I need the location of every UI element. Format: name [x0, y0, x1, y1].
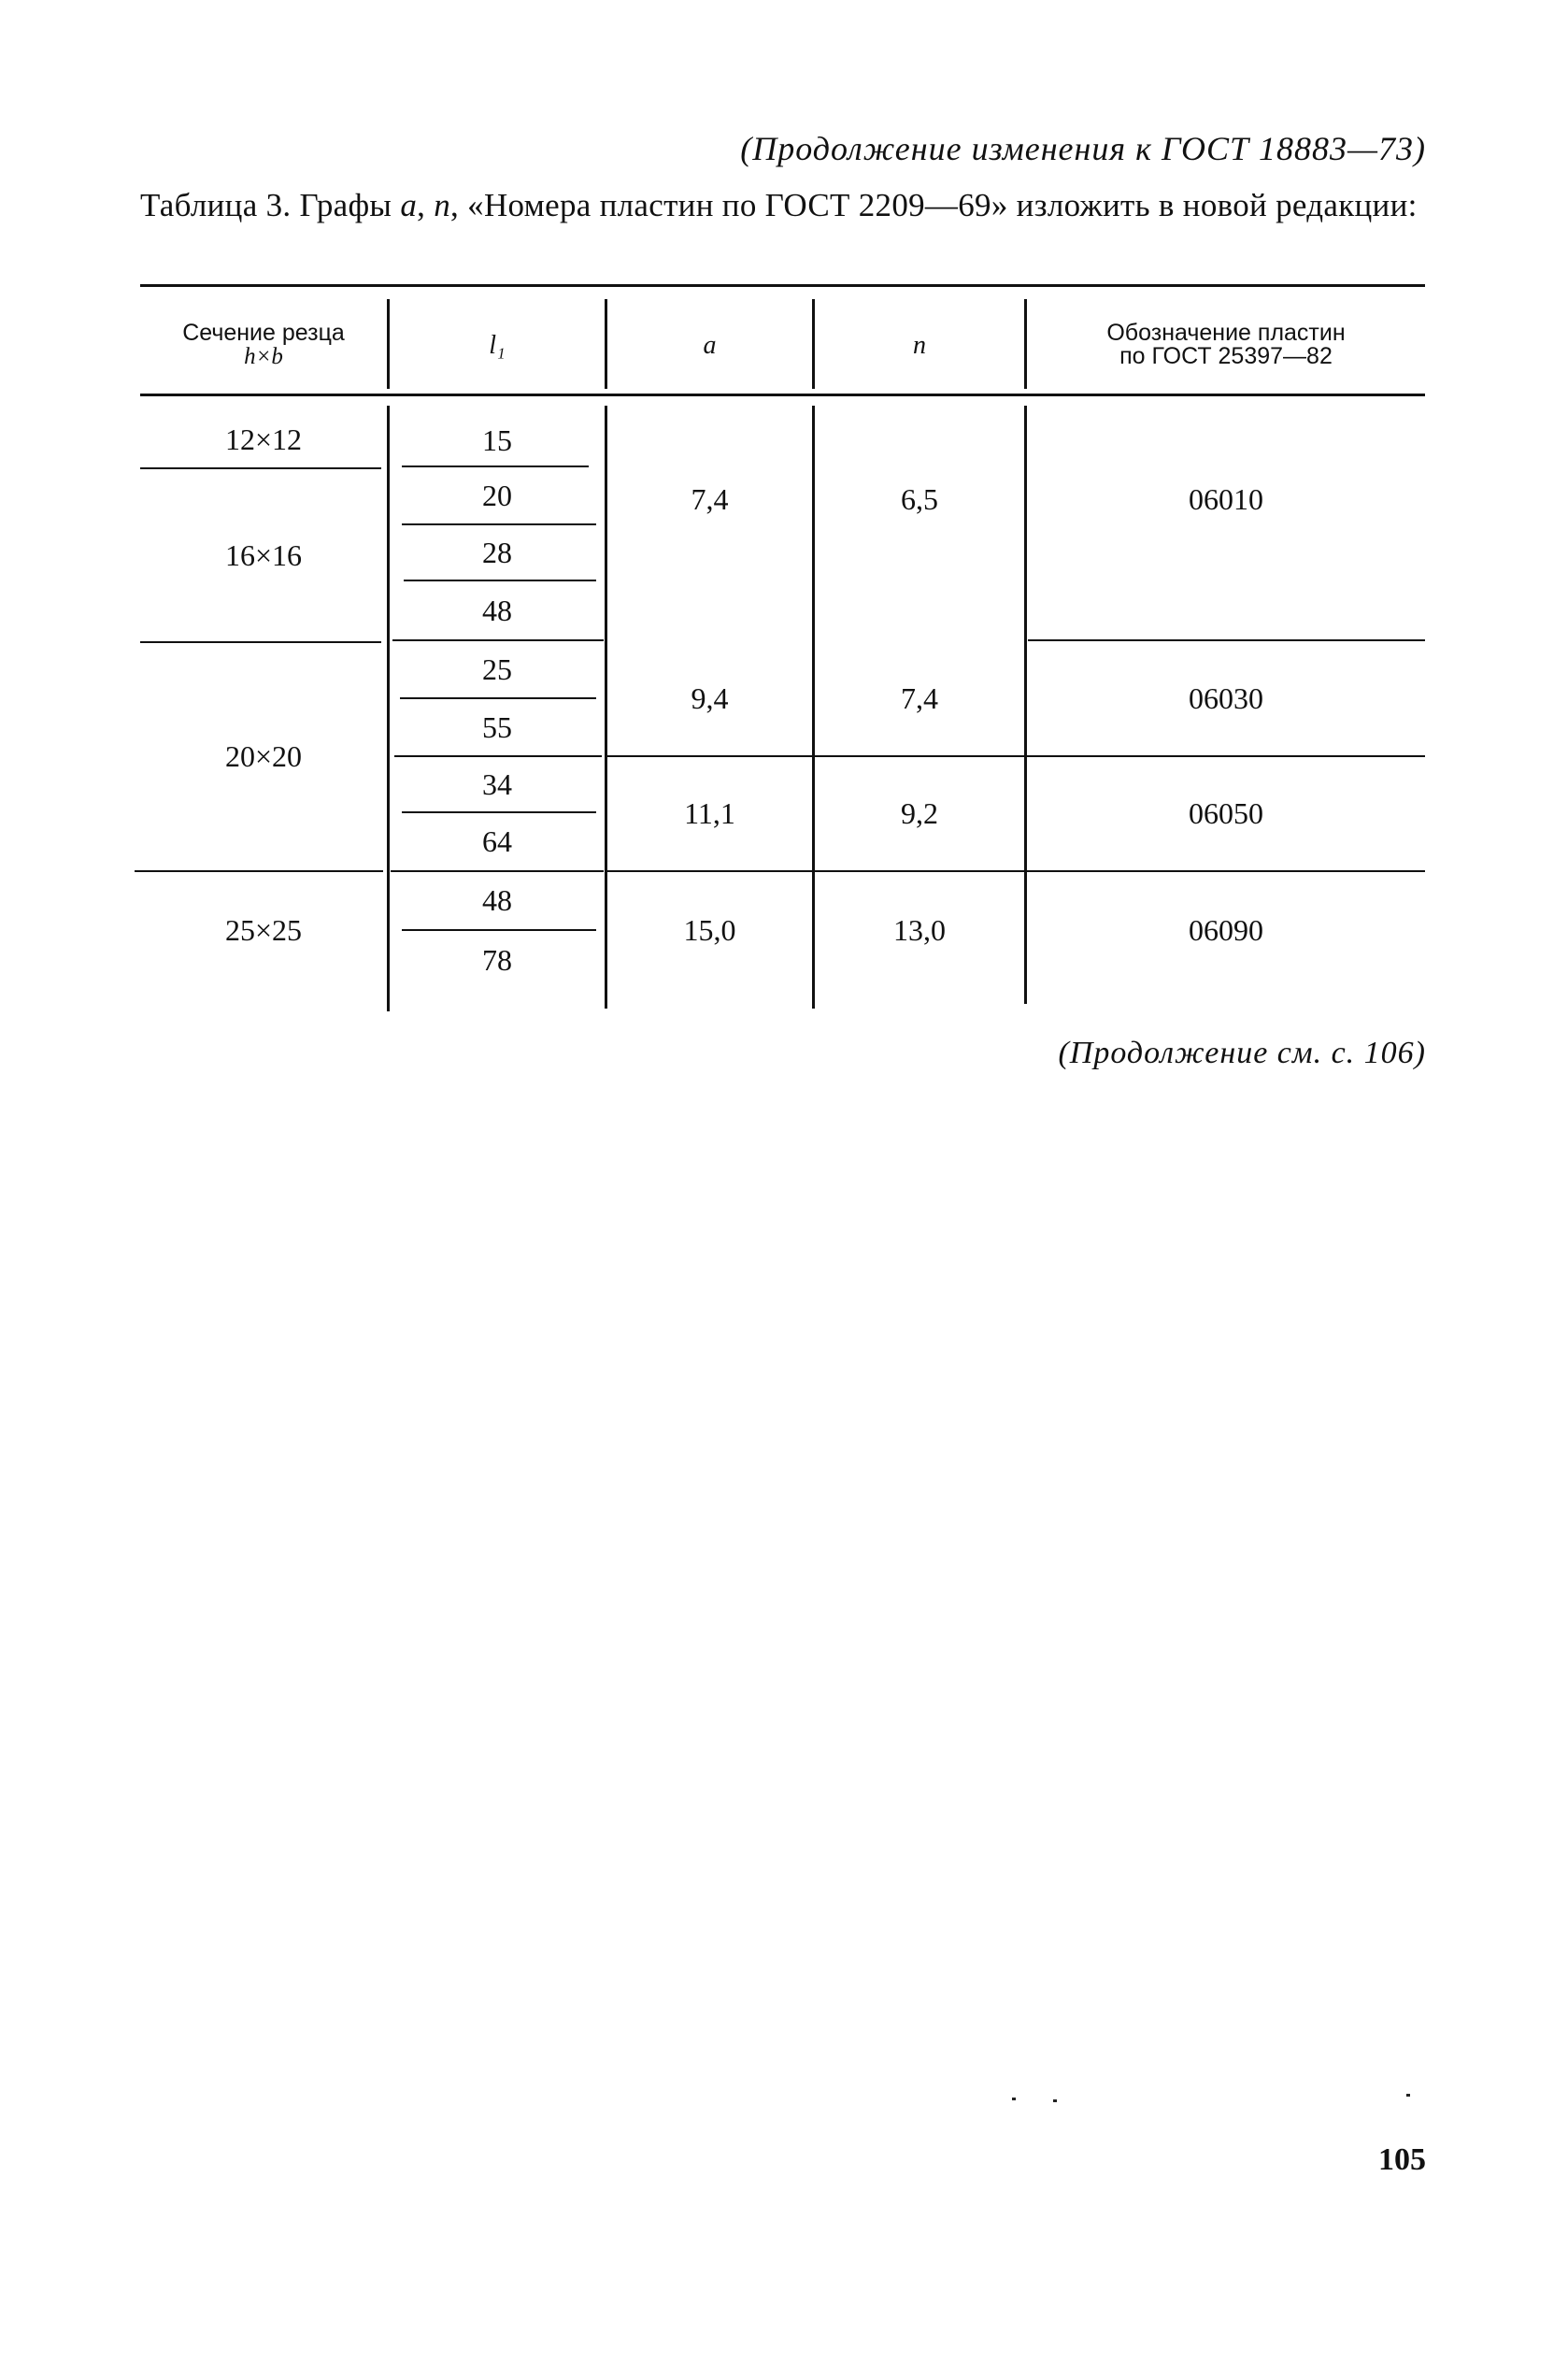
l1-cell: 64 [482, 824, 512, 858]
table-top-rule [140, 284, 1425, 287]
a-cell: 11,1 [684, 796, 735, 830]
scan-speck [1406, 2094, 1410, 2097]
header-plates-line1: Обозначение пластин [1106, 320, 1346, 346]
header-section-line2: h×b [244, 344, 283, 369]
scan-speck [1053, 2099, 1057, 2102]
l1-cell: 55 [482, 709, 512, 744]
header-a-label: a [703, 330, 717, 360]
header-l1 [390, 303, 605, 387]
table-header-rule [140, 394, 1425, 396]
section-cell: 25×25 [224, 912, 303, 947]
a-cell: 9,4 [691, 680, 729, 715]
header-section-line1: Сечение резца [182, 320, 345, 346]
page-number: 105 [1378, 2142, 1426, 2177]
section-cell: 16×16 [224, 537, 303, 572]
plate-cell: 06030 [1189, 680, 1263, 715]
intro-text-part1: Таблица 3. Графы [140, 187, 401, 223]
a-cell: 15,0 [683, 912, 736, 947]
continuation-footer: (Продолжение см. с. 106) [1058, 1036, 1426, 1070]
n-cell: 6,5 [901, 481, 938, 516]
plate-cell: 06050 [1189, 796, 1263, 830]
intro-var-a: а [400, 187, 418, 223]
header-plates [1027, 303, 1425, 387]
l1-cell: 25 [482, 652, 512, 686]
l1-cell: 34 [482, 766, 512, 801]
header-a [607, 303, 812, 387]
a-cell: 7,4 [691, 481, 729, 516]
scan-speck [1012, 2098, 1016, 2100]
intro-var-n: n [434, 187, 451, 223]
l1-cell: 28 [482, 535, 512, 569]
header-plates-line2: по ГОСТ 25397—82 [1119, 343, 1333, 369]
plate-cell: 06090 [1189, 912, 1263, 947]
l1-cell: 20 [482, 478, 512, 512]
data-table [140, 284, 1425, 1013]
n-cell: 9,2 [901, 796, 938, 830]
n-cell: 7,4 [901, 680, 938, 715]
l1-cell: 78 [482, 942, 512, 977]
header-l1-label: l₁ [489, 330, 506, 360]
header-n [815, 303, 1024, 387]
l1-cell: 15 [482, 422, 512, 457]
l1-cell: 48 [482, 593, 512, 627]
header-section [140, 303, 387, 387]
l1-cell: 48 [482, 883, 512, 917]
section-cell: 12×12 [224, 422, 303, 456]
continuation-header: (Продолжение изменения к ГОСТ 18883—73) [740, 130, 1426, 167]
plate-cell: 06010 [1189, 481, 1263, 516]
intro-paragraph [140, 187, 1428, 224]
intro-separator: , [417, 187, 435, 223]
section-cell: 20×20 [224, 739, 303, 773]
n-cell: 13,0 [893, 912, 946, 947]
header-n-label: n [913, 330, 926, 360]
intro-text-part2: , «Номера пластин по ГОСТ 2209—69» изложить в новой редакции: [450, 187, 1418, 223]
